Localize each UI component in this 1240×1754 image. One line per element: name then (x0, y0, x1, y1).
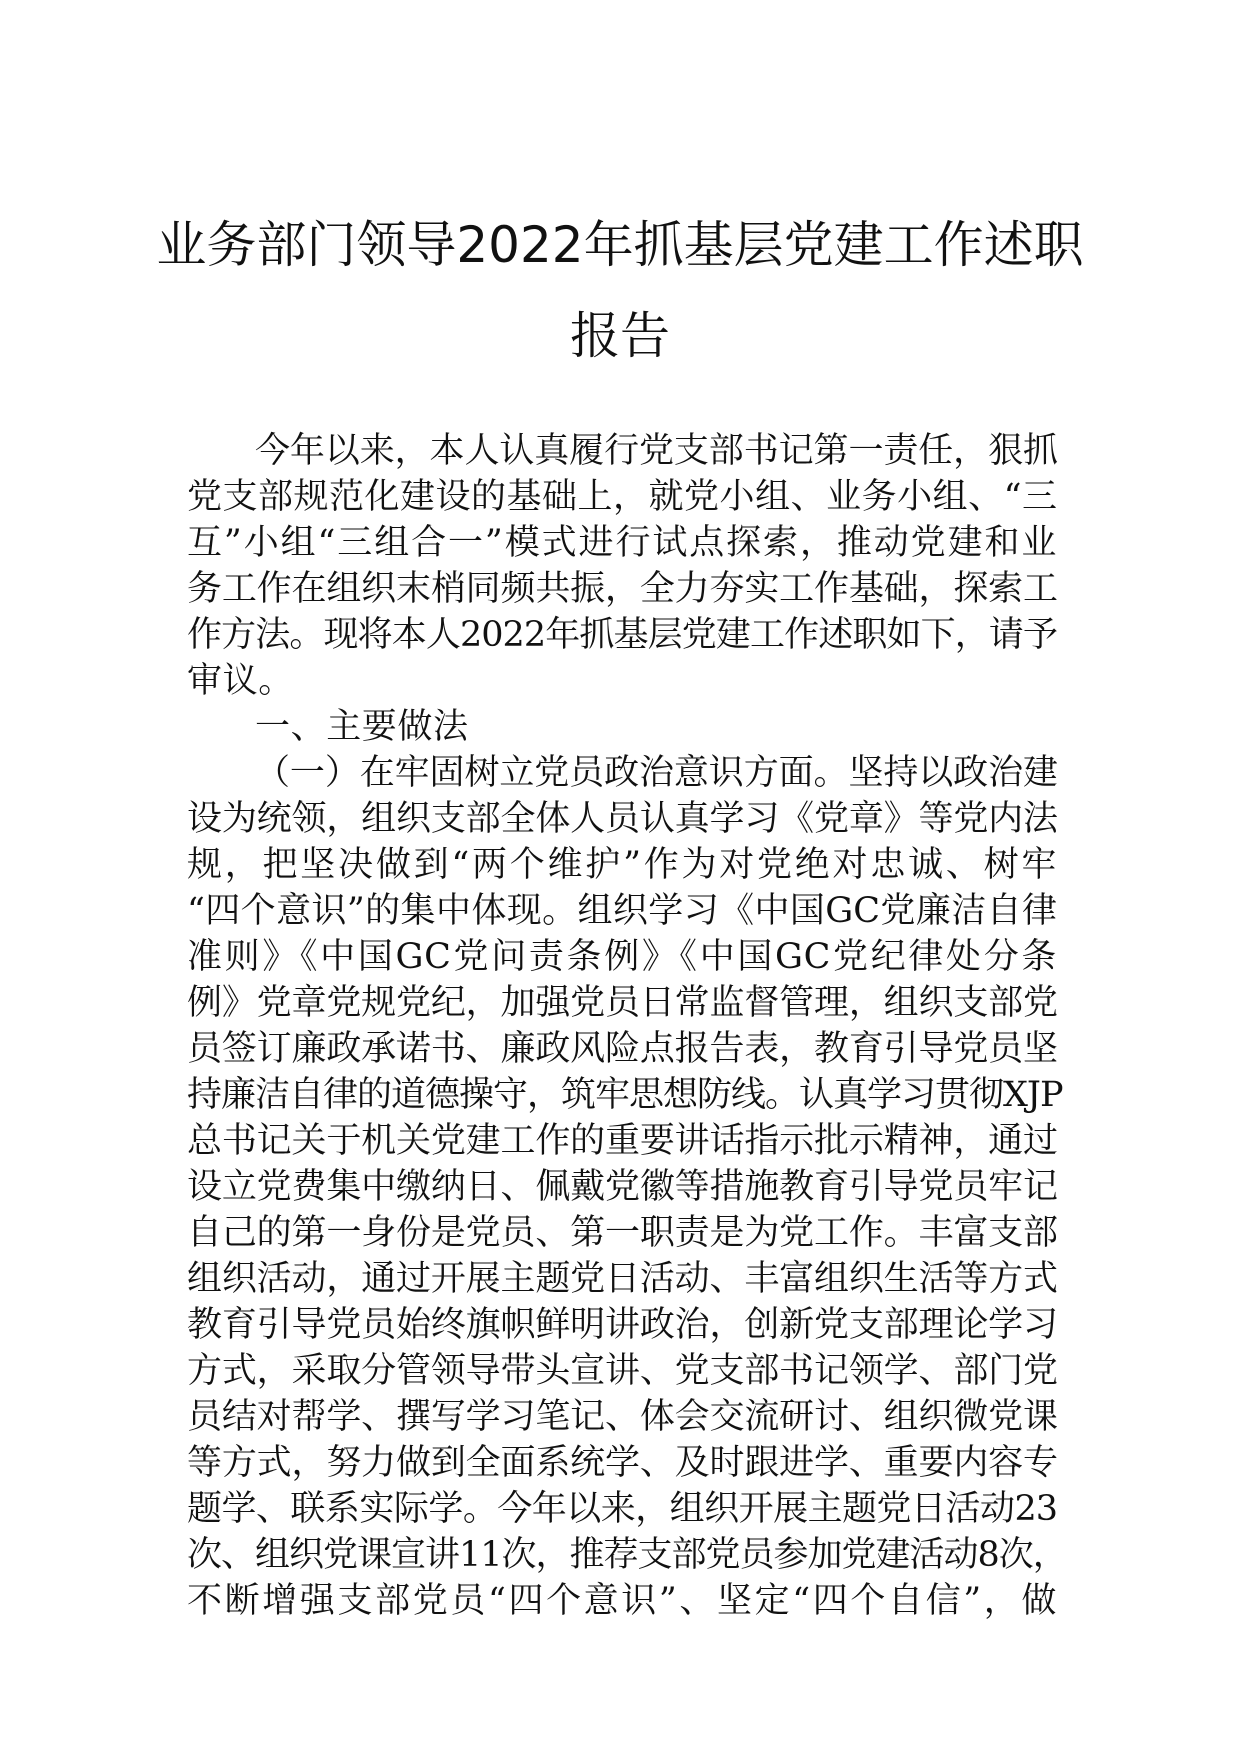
section-heading: 一、主要做法 (255, 707, 469, 747)
paragraph-line: 准则》《中国GC党问责条例》《中国GC党纪律处分条 (187, 937, 1057, 977)
paragraph-line: （一）在牢固树立党员政治意识方面。坚持以政治建 (255, 753, 1057, 793)
paragraph-line: 审议。 (187, 661, 294, 701)
document-body (187, 428, 1067, 1624)
paragraph-line: 员结对帮学、撰写学习笔记、体会交流研讨、组织微党课 (187, 1397, 1057, 1437)
paragraph-line: 员签订廉政承诺书、廉政风险点报告表，教育引导党员坚 (187, 1029, 1057, 1069)
paragraph-line: 设立党费集中缴纳日、佩戴党徽等措施教育引导党员牢记 (187, 1167, 1057, 1207)
paragraph-line: 不断增强支部党员“四个意识”、坚定“四个自信”，做 (187, 1581, 1057, 1621)
paragraph-line: 自己的第一身份是党员、第一职责是为党工作。丰富支部 (187, 1213, 1057, 1253)
paragraph-line: 组织活动，通过开展主题党日活动、丰富组织生活等方式 (187, 1259, 1057, 1299)
paragraph-line: 例》党章党规党纪，加强党员日常监督管理，组织支部党 (187, 983, 1057, 1023)
paragraph-line: 题学、联系实际学。今年以来，组织开展主题党日活动23 (187, 1489, 1057, 1529)
paragraph-line: 党支部规范化建设的基础上，就党小组、业务小组、“三 (187, 477, 1057, 517)
document-title-line-1: 业务部门领导2022年抓基层党建工作述职 (156, 216, 1084, 274)
paragraph-line: 设为统领，组织支部全体人员认真学习《党章》等党内法 (187, 799, 1057, 839)
paragraph-line: 互”小组“三组合一”模式进行试点探索，推动党建和业 (187, 523, 1057, 563)
paragraph-line: 次、组织党课宣讲11次，推荐支部党员参加党建活动8次， (187, 1535, 1067, 1575)
paragraph-line: 等方式，努力做到全面系统学、及时跟进学、重要内容专 (187, 1443, 1057, 1483)
paragraph-line: 总书记关于机关党建工作的重要讲话指示批示精神，通过 (187, 1121, 1057, 1161)
paragraph-line: 教育引导党员始终旗帜鲜明讲政治，创新党支部理论学习 (187, 1305, 1057, 1345)
paragraph-line: “四个意识”的集中体现。组织学习《中国GC党廉洁自律 (187, 891, 1057, 931)
paragraph-line: 方式，采取分管领导带头宣讲、党支部书记领学、部门党 (187, 1351, 1057, 1391)
paragraph-line: 务工作在组织末梢同频共振，全力夯实工作基础，探索工 (187, 569, 1057, 609)
paragraph-line: 作方法。现将本人2022年抓基层党建工作述职如下，请予 (187, 615, 1057, 655)
paragraph-line: 今年以来，本人认真履行党支部书记第一责任，狠抓 (255, 431, 1057, 471)
paragraph-line: 持廉洁自律的道德操守，筑牢思想防线。认真学习贯彻XJP (187, 1075, 1063, 1115)
document-title-line-2: 报告 (570, 307, 670, 365)
paragraph-line: 规，把坚决做到“两个维护”作为对党绝对忠诚、树牢 (187, 845, 1057, 885)
